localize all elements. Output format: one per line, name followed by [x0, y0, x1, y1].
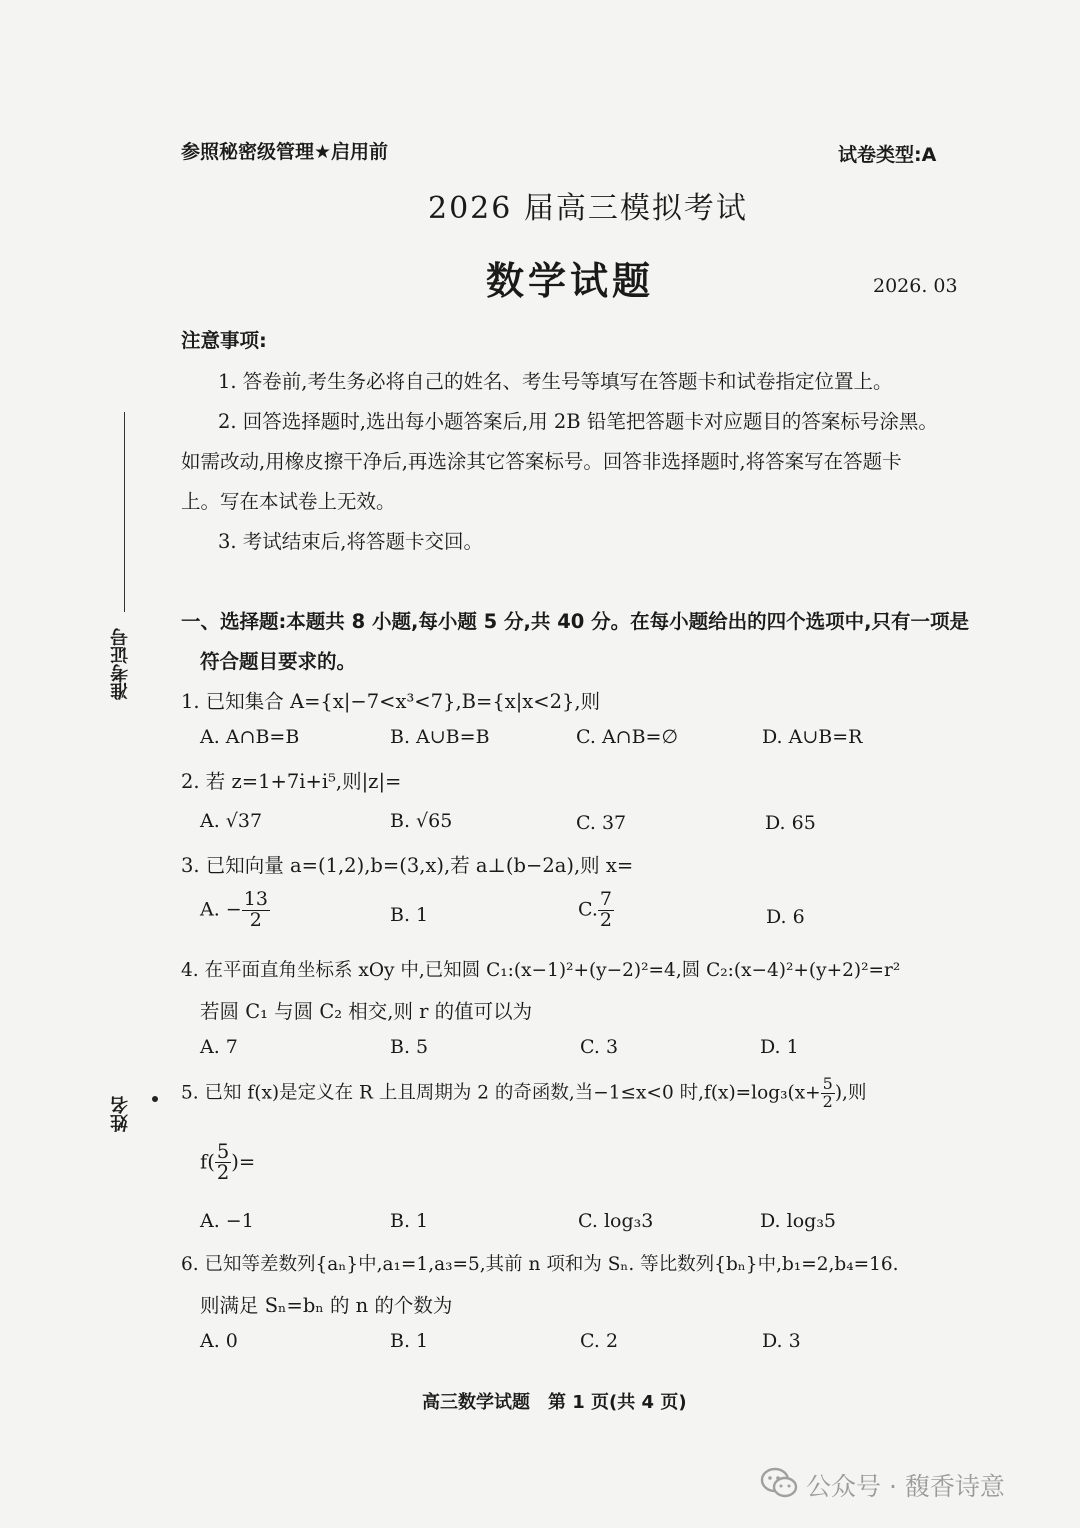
q5-line2-suffix: )=	[231, 1150, 256, 1174]
q3-option-a-prefix: A. −	[200, 898, 242, 921]
q3-option-c-prefix: C.	[578, 898, 598, 921]
q5-option-c: C. log₃3	[578, 1210, 654, 1232]
q6-option-c: C. 2	[580, 1330, 619, 1352]
q1-option-c: C. A∩B=∅	[576, 726, 679, 748]
q5-stem-suffix: ),则	[834, 1082, 867, 1104]
q4-option-c: C. 3	[580, 1036, 619, 1058]
q1-stem: 1. 已知集合 A={x|−7<x³<7},B={x|x<2},则	[181, 690, 601, 713]
q3-option-b: B. 1	[390, 904, 429, 926]
q3-option-a	[200, 890, 270, 931]
q3-option-a-num: 13	[243, 888, 268, 910]
q1-option-d: D. A∪B=R	[762, 726, 863, 748]
q5-option-d: D. log₃5	[760, 1210, 837, 1232]
q2-option-c: C. 37	[576, 812, 627, 834]
q3-option-c-num: 7	[599, 888, 612, 910]
notice-item-2-line1: 2. 回答选择题时,选出每小题答案后,用 2B 铅笔把答题卡对应题目的答案标号涂黑。	[218, 410, 938, 433]
subject-title: 数学试题	[486, 259, 655, 303]
q5-line2-prefix: f(	[200, 1150, 215, 1174]
q2-option-d: D. 65	[765, 812, 816, 834]
q5-option-b: B. 1	[390, 1210, 429, 1232]
section-1-heading: 一、选择题:本题共 8 小题,每小题 5 分,共 40 分。在每小题给出的四个选项中,只有一项是	[181, 610, 970, 633]
q5-line2-num: 5	[216, 1140, 230, 1163]
wechat-icon	[760, 1466, 798, 1500]
q5-stem-den: 2	[822, 1091, 833, 1111]
section-1-heading-cont: 符合题目要求的。	[200, 650, 357, 673]
name-label: 姓名	[110, 1096, 131, 1132]
paper-type-label: 试卷类型:A	[838, 144, 937, 166]
exam-date: 2026. 03	[873, 275, 958, 297]
exam-id-label: 准考证号	[110, 628, 131, 700]
exam-id-line	[124, 412, 125, 612]
q2-option-a: A. √37	[200, 810, 263, 832]
q1-option-a: A. A∩B=B	[200, 726, 300, 748]
q5-stem-fraction	[821, 1076, 835, 1111]
q3-option-c-fraction	[598, 890, 614, 931]
binding-dot	[152, 1096, 158, 1102]
q2-option-b: B. √65	[390, 810, 453, 832]
watermark-text: 公众号 · 馥香诗意	[806, 1472, 1005, 1501]
q3-option-a-fraction	[242, 890, 270, 931]
notice-item-1: 1. 答卷前,考生务必将自己的姓名、考生号等填写在答题卡和试卷指定位置上。	[218, 370, 893, 393]
q5-stem-prefix: 5. 已知 f(x)是定义在 R 上且周期为 2 的奇函数,当−1≤x<0 时,f(x)=log₃(x+	[181, 1082, 821, 1104]
q4-option-d: D. 1	[760, 1036, 799, 1058]
q6-option-b: B. 1	[390, 1330, 429, 1352]
q1-option-b: B. A∪B=B	[390, 726, 490, 748]
q5-stem	[181, 1076, 866, 1111]
q5-option-a: A. −1	[200, 1210, 254, 1232]
notice-item-3: 3. 考试结束后,将答题卡交回。	[218, 530, 484, 553]
q5-line2-fraction	[215, 1142, 231, 1184]
q3-stem: 3. 已知向量 a=(1,2),b=(3,x),若 a⊥(b−2a),则 x=	[181, 854, 634, 877]
page-footer: 高三数学试题 第 1 页(共 4 页)	[422, 1392, 687, 1413]
q4-option-a: A. 7	[200, 1036, 238, 1058]
q6-stem-line1: 6. 已知等差数列{aₙ}中,a₁=1,a₃=5,其前 n 项和为 Sₙ. 等比数列{bₙ}中,b₁=2,b₄=16.	[181, 1254, 899, 1275]
q5-stem-line2	[200, 1142, 255, 1184]
q3-option-c	[578, 890, 614, 931]
notice-item-2-line3: 上。写在本试卷上无效。	[181, 490, 396, 513]
q4-option-b: B. 5	[390, 1036, 429, 1058]
notice-heading: 注意事项:	[181, 329, 267, 352]
q6-stem-line2: 则满足 Sₙ=bₙ 的 n 的个数为	[200, 1294, 453, 1317]
confidential-label: 参照秘密级管理★启用前	[181, 141, 389, 163]
q5-line2-den: 2	[216, 1161, 230, 1185]
q3-option-c-den: 2	[599, 908, 612, 931]
q5-stem-num: 5	[822, 1074, 833, 1093]
q6-option-d: D. 3	[762, 1330, 801, 1352]
q4-stem-line1: 4. 在平面直角坐标系 xOy 中,已知圆 C₁:(x−1)²+(y−2)²=4,圆 C₂:(x−4)²+(y+2)²=r²	[181, 960, 901, 981]
q4-stem-line2: 若圆 C₁ 与圆 C₂ 相交,则 r 的值可以为	[200, 1000, 533, 1023]
q2-stem: 2. 若 z=1+7i+i⁵,则|z|=	[181, 770, 402, 793]
q6-option-a: A. 0	[200, 1330, 238, 1352]
exam-title: 2026 届高三模拟考试	[428, 191, 748, 226]
q3-option-d: D. 6	[766, 906, 805, 928]
q3-option-a-den: 2	[249, 908, 262, 931]
notice-item-2-line2: 如需改动,用橡皮擦干净后,再选涂其它答案标号。回答非选择题时,将答案写在答题卡	[181, 450, 902, 473]
